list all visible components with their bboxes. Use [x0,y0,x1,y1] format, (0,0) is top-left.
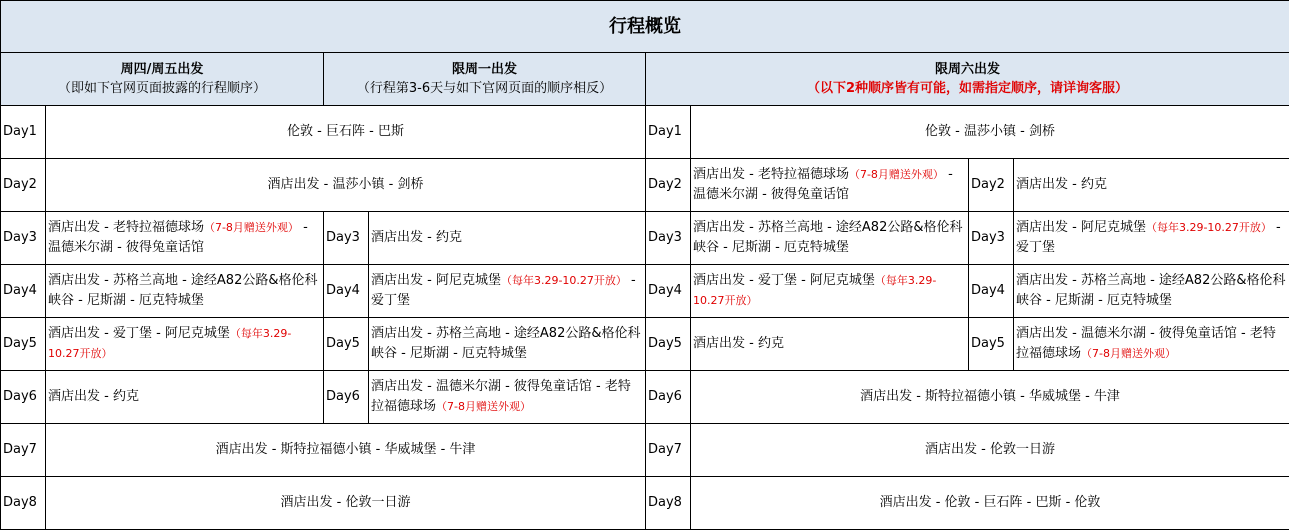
day-label: Day1 [1,106,46,159]
itinerary-note: （7-8月赠送外观） [848,168,944,181]
day-label: Day5 [324,318,369,371]
table-row [1,371,1289,424]
itinerary-cell: 酒店出发 - 伦敦一日游 [46,477,646,530]
itinerary-cell [369,371,646,424]
day-label: Day4 [646,265,691,318]
day-label: Day7 [646,424,691,477]
header-monday-title: 限周一出发 [451,62,517,77]
itinerary-cell: 酒店出发 - 伦敦 - 巨石阵 - 巴斯 - 伦敦 [691,477,1289,530]
itinerary-cell: 酒店出发 - 斯特拉福德小镇 - 华威城堡 - 牛津 [46,424,646,477]
itinerary-cell: 酒店出发 - 温莎小镇 - 剑桥 [46,159,646,212]
itinerary-cell: 酒店出发 - 约克 [1014,159,1289,212]
day-label: Day4 [324,265,369,318]
day-label: Day4 [969,265,1014,318]
itinerary-note: （每年3.29-10.27开放） [1145,221,1272,234]
itinerary-text: - 温德米尔湖 - 彼得兔童话馆 [693,167,953,202]
header-row [1,53,1289,106]
itinerary-cell [691,265,969,318]
itinerary-cell: 酒店出发 - 约克 [369,212,646,265]
day-label: Day6 [1,371,46,424]
day-label: Day7 [1,424,46,477]
page-title: 行程概览 [1,1,1289,53]
header-thu-fri-title: 周四/周五出发 [120,62,204,77]
itinerary-text: 酒店出发 - 老特拉福德球场 [693,167,849,182]
header-saturday-title: 限周六出发 [934,62,1000,77]
table-row [1,159,1289,212]
day-label: Day6 [324,371,369,424]
itinerary-cell: 酒店出发 - 苏格兰高地 - 途经A82公路&格伦科峡谷 - 尼斯湖 - 厄克特城堡 [1014,265,1289,318]
itinerary-cell [691,159,969,212]
table-row [1,106,1289,159]
header-thu-fri [1,53,324,106]
itinerary-note: （7-8月赠送外观） [436,400,531,413]
day-label: Day3 [969,212,1014,265]
day-label: Day8 [646,477,691,530]
itinerary-cell: 酒店出发 - 伦敦一日游 [691,424,1289,477]
header-monday [324,53,646,106]
itinerary-cell [46,212,324,265]
itinerary-text: 酒店出发 - 阿尼克城堡 [371,273,501,288]
itinerary-note: （每年3.29-10.27开放） [48,327,292,360]
itinerary-cell [369,265,646,318]
itinerary-cell: 伦敦 - 巨石阵 - 巴斯 [46,106,646,159]
itinerary-cell [46,318,324,371]
itinerary-cell: 伦敦 - 温莎小镇 - 剑桥 [691,106,1289,159]
itinerary-text: 酒店出发 - 老特拉福德球场 [48,220,204,235]
day-label: Day3 [1,212,46,265]
itinerary-cell: 酒店出发 - 斯特拉福德小镇 - 华威城堡 - 牛津 [691,371,1289,424]
itinerary-text: - 温德米尔湖 - 彼得兔童话馆 [48,220,308,255]
day-label: Day5 [969,318,1014,371]
itinerary-text: 酒店出发 - 爱丁堡 - 阿尼克城堡 [48,326,230,341]
itinerary-text: 酒店出发 - 温德米尔湖 - 彼得兔童话馆 - 老特拉福德球场 [371,379,631,414]
itinerary-text: 酒店出发 - 温德米尔湖 - 彼得兔童话馆 - 老特拉福德球场 [1016,326,1276,361]
day-label: Day4 [1,265,46,318]
itinerary-note: （每年3.29-10.27开放） [693,274,937,307]
itinerary-text: 酒店出发 - 阿尼克城堡 [1016,220,1146,235]
title-row [1,1,1289,53]
itinerary-note: （每年3.29-10.27开放） [500,274,627,287]
itinerary-cell: 酒店出发 - 苏格兰高地 - 途经A82公路&格伦科峡谷 - 尼斯湖 - 厄克特城堡 [46,265,324,318]
day-label: Day8 [1,477,46,530]
table-row [1,318,1289,371]
day-label: Day2 [969,159,1014,212]
itinerary-text: 酒店出发 - 爱丁堡 - 阿尼克城堡 [693,273,875,288]
header-saturday-subtitle: （以下2种顺序皆有可能，如需指定顺序，请详询客服） [806,81,1129,96]
day-label: Day3 [324,212,369,265]
itinerary-cell: 酒店出发 - 苏格兰高地 - 途经A82公路&格伦科峡谷 - 尼斯湖 - 厄克特城堡 [369,318,646,371]
itinerary-cell [1014,212,1289,265]
day-label: Day6 [646,371,691,424]
day-label: Day5 [646,318,691,371]
day-label: Day5 [1,318,46,371]
header-monday-subtitle: （行程第3-6天与如下官网页面的顺序相反） [356,81,613,96]
itinerary-note: （7-8月赠送外观） [1081,347,1176,360]
itinerary-cell: 酒店出发 - 约克 [691,318,969,371]
itinerary-cell: 酒店出发 - 约克 [46,371,324,424]
itinerary-cell: 酒店出发 - 苏格兰高地 - 途经A82公路&格伦科峡谷 - 尼斯湖 - 厄克特城堡 [691,212,969,265]
header-saturday [646,53,1289,106]
table-row [1,424,1289,477]
itinerary-note: （7-8月赠送外观） [203,221,299,234]
day-label: Day2 [1,159,46,212]
itinerary-cell [1014,318,1289,371]
header-thu-fri-subtitle: （即如下官网页面披露的行程顺序） [57,81,266,96]
itinerary-text: - 爱丁堡 [1016,220,1281,255]
table-row [1,212,1289,265]
day-label: Day3 [646,212,691,265]
table-row [1,477,1289,530]
day-label: Day2 [646,159,691,212]
table-row [1,265,1289,318]
itinerary-text: - 爱丁堡 [371,273,636,308]
day-label: Day1 [646,106,691,159]
